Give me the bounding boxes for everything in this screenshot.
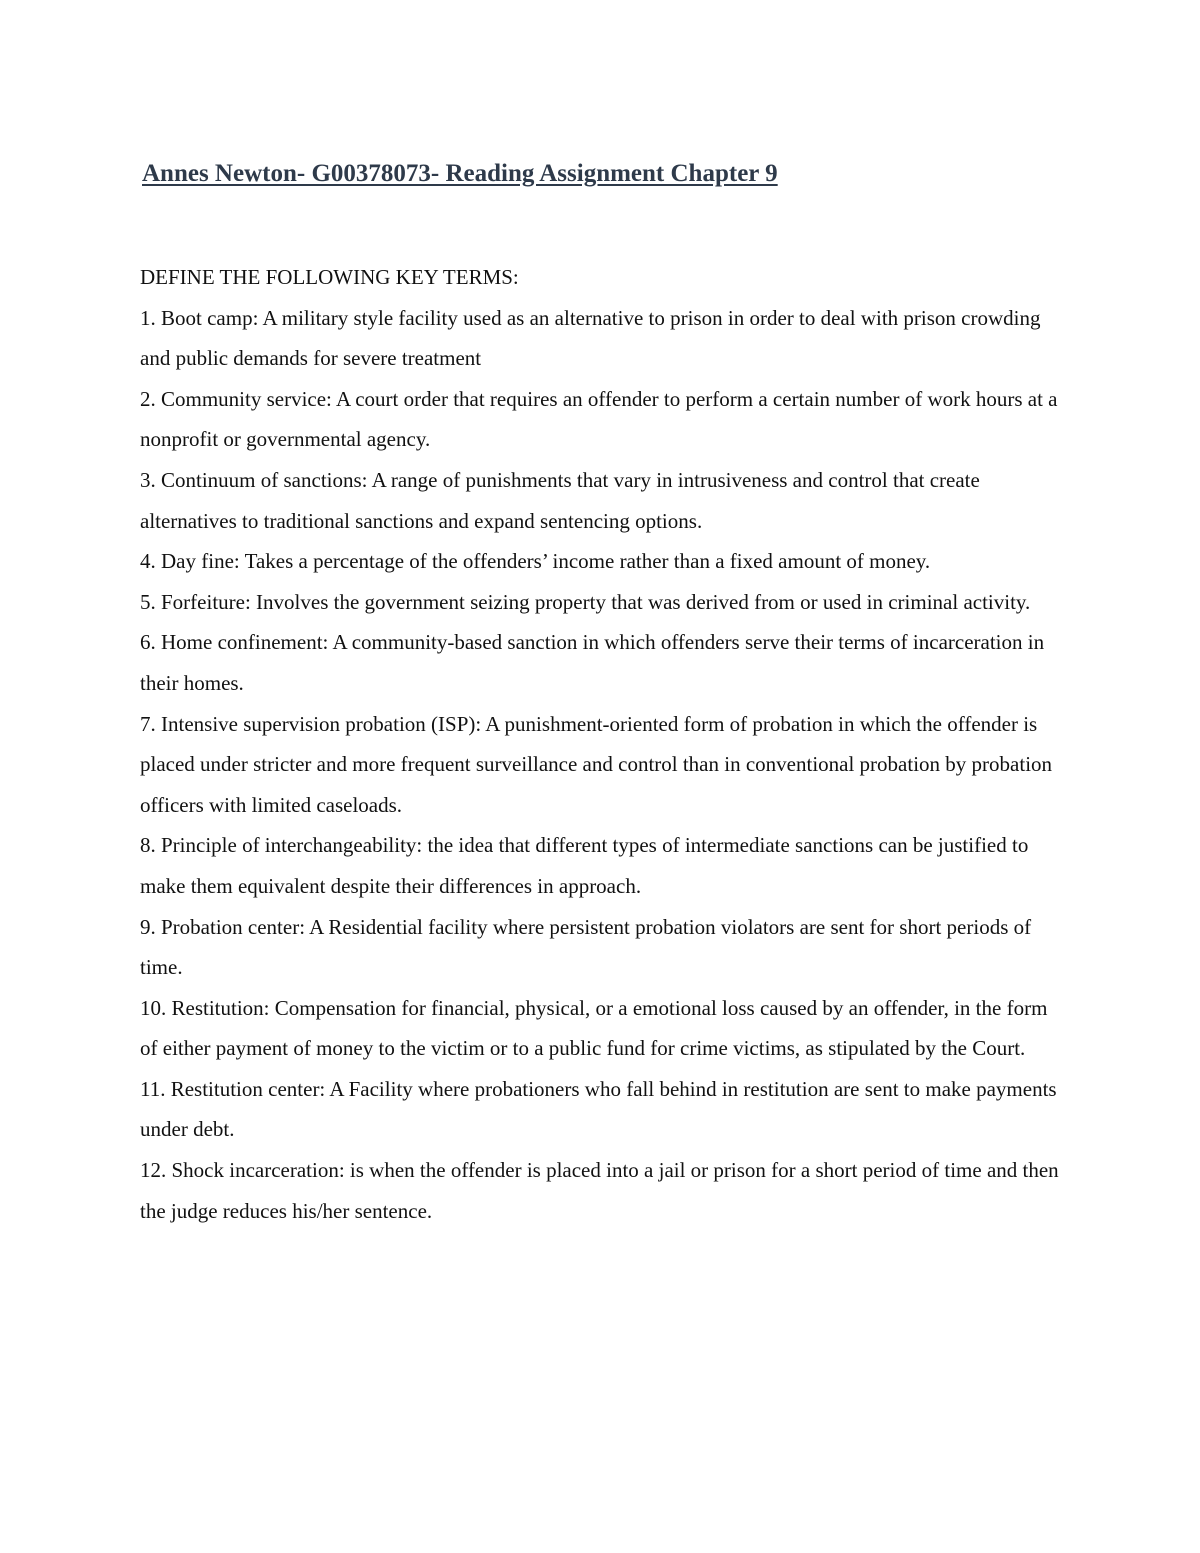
document-title: Annes Newton- G00378073- Reading Assignment Chapter 9	[142, 160, 778, 187]
term-day-fine: 4. Day fine: Takes a percentage of the offenders’ income rather than a fixed amount of money.	[140, 549, 931, 574]
term-shock-incarceration: 12. Shock incarceration: is when the offender is placed into a jail or prison for a short period of time and then the judge reduces his/her sentence.	[140, 1158, 1059, 1223]
term-home-confinement: 6. Home confinement: A community-based sanction in which offenders serve their terms of incarceration in their homes.	[140, 630, 1045, 695]
document-body	[140, 257, 1070, 1231]
term-restitution: 10. Restitution: Compensation for financial, physical, or a emotional loss caused by an offender, in the form of either payment of money to the victim or to a public fund for crime victims, as stipulated by the Court.	[140, 995, 1048, 1061]
term-boot-camp: 1. Boot camp: A military style facility used as an alternative to prison in order to deal with prison crowding and public demands for severe treatment	[140, 305, 1041, 371]
term-restitution-center: 11. Restitution center: A Facility where probationers who fall behind in restitution are sent to make payments under debt.	[140, 1076, 1057, 1142]
term-forfeiture: 5. Forfeiture: Involves the government seizing property that was derived from or used in criminal activity.	[140, 589, 1031, 614]
term-principle-of-interchangeability: 8. Principle of interchangeability: the idea that different types of intermediate sanctions can be justified to make them equivalent despite their differences in approach.	[140, 833, 1029, 898]
term-probation-center: 9. Probation center: A Residential facility where persistent probation violators are sent for short periods of time.	[140, 914, 1032, 980]
section-heading: DEFINE THE FOLLOWING KEY TERMS:	[140, 265, 519, 289]
term-continuum-of-sanctions: 3. Continuum of sanctions: A range of punishments that vary in intrusiveness and control that create alternatives to traditional sanctions and expand sentencing options.	[140, 467, 980, 533]
term-community-service: 2. Community service: A court order that requires an offender to perform a certain number of work hours at a nonprofit or governmental agency.	[140, 386, 1058, 452]
term-intensive-supervision-probation: 7. Intensive supervision probation (ISP): A punishment-oriented form of probation in which the offender is placed under stricter and more frequent surveillance and control than in conventional probation by probation officers with limited caseloads.	[140, 711, 1053, 817]
